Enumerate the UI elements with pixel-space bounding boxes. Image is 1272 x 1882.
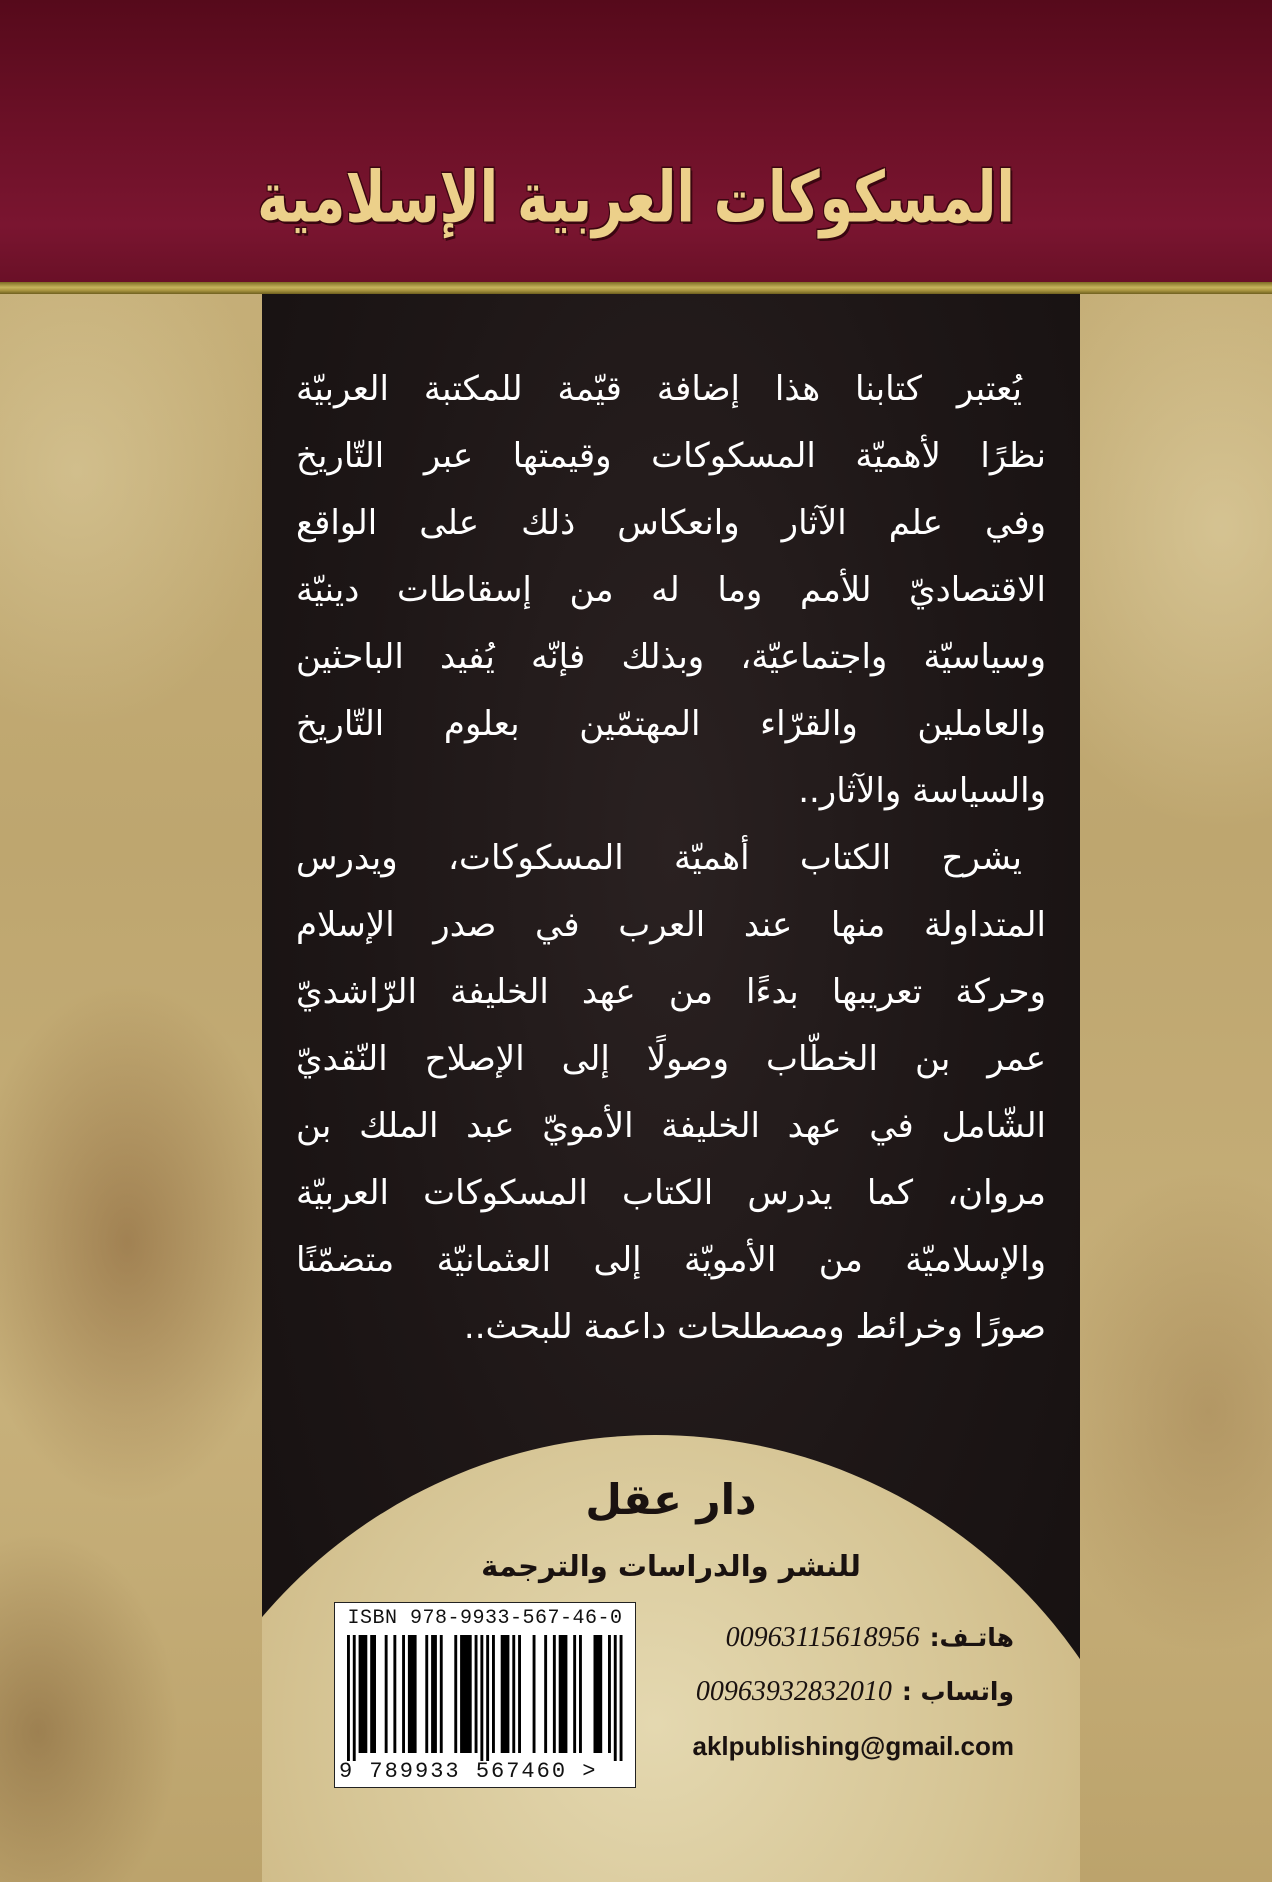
blurb-line: والسياسة والآثار.. [798, 771, 1046, 811]
barcode-guard-bar [486, 1635, 489, 1761]
blurb-paragraph [296, 356, 1046, 825]
barcode-bar [533, 1635, 536, 1753]
blurb-line: والعاملين والقرّاء المهتمّين بعلوم التّاريخ [296, 704, 1046, 744]
publisher-tagline: للنشر والدراسات والترجمة [481, 1549, 861, 1583]
barcode-bar [385, 1635, 388, 1753]
barcode-guard-bar [353, 1635, 356, 1761]
blurb-line: الاقتصاديّ للأمم وما له من إسقاطات دينيّة [296, 570, 1046, 610]
barcode-bar [573, 1635, 576, 1753]
book-title: المسكوكات العربية الإسلامية [257, 156, 1015, 239]
publisher-name: دار عقل [585, 1475, 757, 1524]
title-band [0, 0, 1272, 282]
whatsapp-label: واتساب : [901, 1677, 1014, 1706]
barcode-bar [518, 1635, 521, 1753]
isbn-number: ISBN 978-9933-567-46-0 [347, 1607, 623, 1630]
barcode [343, 1635, 627, 1761]
barcode-guard-bar [347, 1635, 350, 1761]
barcode-bar [454, 1635, 457, 1753]
barcode-bar [460, 1635, 472, 1753]
blurb-line: وسياسيّة واجتماعيّة، وبذلك فإنّه يُفيد الباحثين [296, 637, 1046, 677]
barcode-bar [501, 1635, 510, 1753]
barcode-bar [431, 1635, 437, 1753]
phone-number: 00963115618956 [725, 1622, 920, 1653]
blurb-line: صورًا وخرائط ومصطلحات داعمة للبحث.. [463, 1307, 1046, 1347]
blurb-line: وحركة تعريبها بدءًا من عهد الخليفة الرّاشديّ [296, 972, 1046, 1012]
barcode-bar [608, 1635, 611, 1753]
phone-row [654, 1611, 1014, 1665]
barcode-bar [553, 1635, 556, 1753]
blurb-line: المتداولة منها عند العرب في صدر الإسلام [296, 905, 1046, 945]
blurb-text [296, 356, 1046, 1361]
barcode-bar [393, 1635, 396, 1753]
blurb-paragraph [296, 825, 1046, 1361]
barcode-bar [544, 1635, 547, 1753]
barcode-guard-bar [614, 1635, 617, 1761]
blurb-line: والإسلاميّة من الأمويّة إلى العثمانيّة متضمّنًا [296, 1240, 1046, 1280]
contact-info [654, 1611, 1014, 1773]
blurb-line: يشرح الكتاب أهميّة المسكوكات، ويدرس [296, 838, 1022, 878]
email-address: aklpublishing@gmail.com [692, 1731, 1014, 1761]
blurb-line: نظرًا لأهميّة المسكوكات وقيمتها عبر التّاريخ [296, 436, 1046, 476]
phone-label: هاتـف: [929, 1623, 1014, 1652]
barcode-guard-bar [480, 1635, 483, 1761]
gold-divider [0, 282, 1272, 294]
barcode-bar [408, 1635, 417, 1753]
blurb-line: عمر بن الخطّاب وصولًا إلى الإصلاح النّقديّ [296, 1039, 1046, 1079]
isbn-barcode-box [334, 1602, 636, 1788]
blurb-line: وفي علم الآثار وانعكاس ذلك على الواقع [296, 503, 1046, 543]
whatsapp-number: 00963932832010 [695, 1676, 892, 1707]
barcode-digits: 9 789933 567460 > [339, 1759, 598, 1784]
barcode-bar [475, 1635, 478, 1753]
barcode-bar [512, 1635, 515, 1753]
email-row [654, 1719, 1014, 1773]
barcode-bar [402, 1635, 405, 1753]
blurb-line: يُعتبر كتابنا هذا إضافة قيّمة للمكتبة العربيّة [296, 369, 1022, 409]
barcode-bar [359, 1635, 368, 1753]
blurb-line: مروان، كما يدرس الكتاب المسكوكات العربيّة [296, 1173, 1046, 1213]
barcode-bar [370, 1635, 376, 1753]
barcode-bar [440, 1635, 443, 1753]
barcode-bar [579, 1635, 582, 1753]
barcode-bar [594, 1635, 603, 1753]
whatsapp-row [654, 1665, 1014, 1719]
barcode-bar [559, 1635, 568, 1753]
blurb-line: الشّامل في عهد الخليفة الأمويّ عبد الملك بن [296, 1106, 1046, 1146]
barcode-guard-bar [620, 1635, 623, 1761]
barcode-bar [425, 1635, 428, 1753]
barcode-bar [492, 1635, 495, 1753]
